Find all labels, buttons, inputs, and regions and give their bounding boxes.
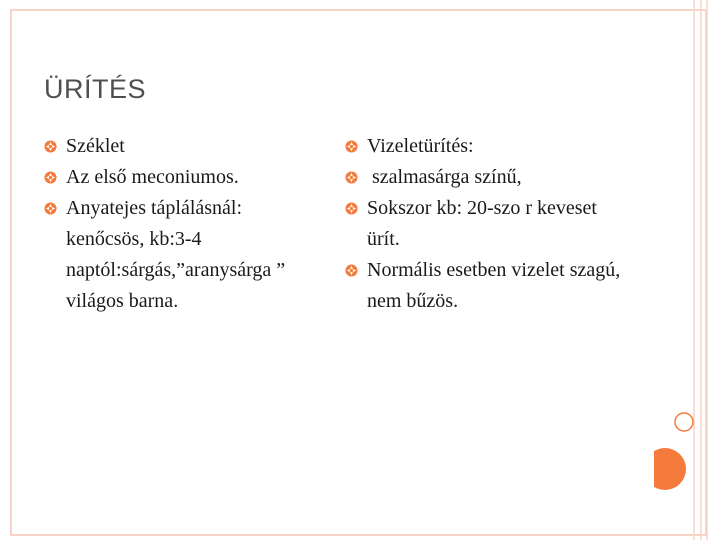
list-item	[345, 193, 625, 255]
list-item-text: Sokszor kb: 20-szo r keveset ürít.	[367, 197, 597, 250]
decorative-circle-small	[675, 413, 693, 431]
list-item-text: Normális esetben vizelet szagú, nem bűzös.	[367, 259, 621, 312]
list-item	[44, 193, 314, 317]
list-item	[345, 255, 625, 317]
list-item-text: Anyatejes táplálásnál: kenőcsös, kb:3-4 naptól:sárgás,”aranysárga ” világos barna.	[66, 197, 286, 312]
decorative-lines	[654, 0, 720, 540]
right-bullet-list	[345, 131, 625, 317]
sun-icon	[345, 140, 358, 153]
list-item-text: Vizeletürítés:	[367, 135, 474, 157]
list-item	[44, 162, 314, 193]
sun-icon	[44, 202, 57, 215]
list-item-text: Az első meconiumos.	[66, 166, 239, 188]
decorative-circle-large	[654, 448, 686, 490]
sun-icon	[44, 171, 57, 184]
list-item	[345, 162, 625, 193]
left-bullet-list	[44, 131, 314, 317]
left-column	[44, 131, 314, 317]
sun-icon	[345, 264, 358, 277]
list-item-text: szalmasárga színű,	[367, 166, 522, 188]
sun-icon	[345, 171, 358, 184]
list-item	[44, 131, 314, 162]
list-item-text: Széklet	[66, 135, 125, 157]
sun-icon	[345, 202, 358, 215]
sun-icon	[44, 140, 57, 153]
slide-title: ÜRÍTÉS	[44, 74, 147, 104]
right-column	[345, 131, 625, 317]
list-item	[345, 131, 625, 162]
